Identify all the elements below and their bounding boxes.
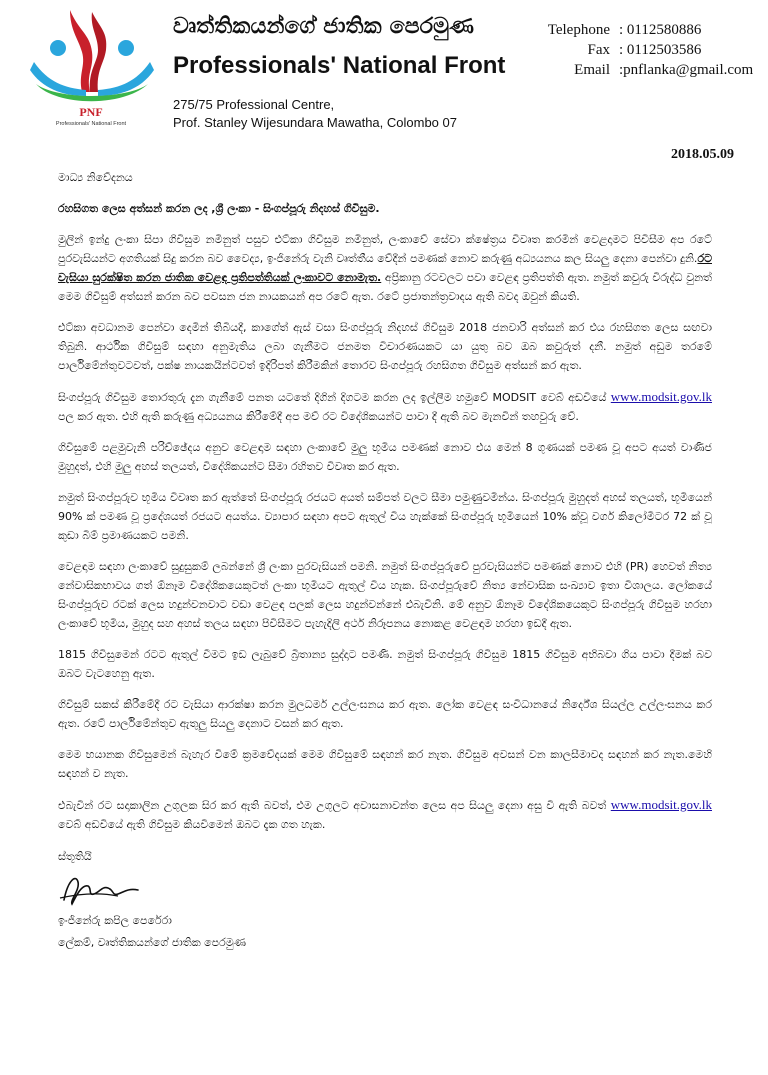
- contact-label: Telephone: [547, 22, 610, 38]
- paragraph-10-text-end: වෙබ් අඩවියේ ඇති ගිවිසුම කියවීමෙන් ඔබට දැක ගත හැක.: [58, 818, 326, 831]
- paragraph-1-emphasis: රට වැසියා සුරක්ෂිත කරන ජාතික වෙළඳ ප්‍රතිපත්තියක් ලංකාවට නොමැත.: [58, 252, 712, 284]
- paragraph-10-text: එබැවින් රට සදාකාලින උගුලක සිර කර ඇති බවත්, එම උගුලට අවාසනාවන්ත ලෙස අප සියලු දෙනා අසු වී ඇති බවත්: [58, 799, 611, 812]
- contact-block: [530, 22, 760, 82]
- paragraph-3-text-end: පල කර ඇත. එහි ඇති කරුණු අධ්‍යයනය කිරීමේදී අප මව් රට විදේශිකයන්ට පාවා දී ඇති බව මැනවින් තහවුරු වේ.: [58, 410, 579, 423]
- signer-title: ලේකම්, වෘත්තිකයන්ගේ ජාතික පෙරමුණ: [58, 936, 247, 949]
- paragraph-6: වෙළඳාම සඳහා ලංකාවේ සුදුසුකම් ලබන්නේ ශ්‍රී ලංකා පුරවැසියන් පමනි. නමුත් සිංගප්පූරුවේ පුරවැසියන්ට පමණක් නොව එහි (PR) හෙවත් නිත්‍ය නේවාසිකභාවය ගත් ඕනෑම විදේශිකයෙකුටත් ලංකා භූමියට ඇතුල් විය හැක. සිංගප්පූරුවේ නිත්‍ය නේවාසික සංඛ්‍යාව ඉතා විශාලය. ලෝකයේ සිංගප්පූරුව රටක් ලෙස හදුන්වනවාට වඩා වෙළඳ පලක් ලෙස හදුන්වන්නේ එබැවිනි. මේ අනුව ඕනෑම විදේශිකයෙකුට සිංගප්පූරු ගිවිසුම හරහා ලංකාවේ භූමිය, මුහුද සහ අහස් තලය සඳහා පිවිසීමට පැහැදිලි අර්ථ නිරූපනය නොකළ වෙළඳාම හරහා ඉඩදී ඇත.: [58, 560, 712, 630]
- contact-value: : 0112580886: [619, 22, 702, 38]
- closing-thanks: ස්තූතියි: [58, 850, 92, 863]
- logo-text: PNF: [79, 105, 103, 119]
- contact-label: Fax: [587, 42, 610, 58]
- contact-fax: [530, 42, 760, 62]
- document-type: මාධ්‍ය නිවේදනය: [58, 171, 133, 184]
- paragraph-1: [58, 230, 712, 306]
- pnf-logo-icon: [26, 4, 156, 128]
- address-line-2: Prof. Stanley Wijesundara Mawatha, Colombo 07: [173, 115, 457, 130]
- logo-caption: Professionals' National Front: [55, 121, 127, 127]
- contact-telephone: [530, 22, 760, 42]
- signer-name: ඉංජිනේරු කපිල පෙරේරා: [58, 914, 172, 927]
- contact-email: [530, 62, 760, 82]
- paragraph-4: ගිවිසුමේ පළමුවැනි පරිච්ඡේදය අනුව වෙළඳාම සඳහා ලංකාවේ මුලු භූමිය පමණක් නොව එය මෙන් 8 ගුණයක් පමණ වූ අපට අයත් වාණිජ මුහුදත්, එහි මුලු අහස් තලයත්, විදේශිකයන්ට සීමා රහිතව විවෘත කර ඇත.: [58, 441, 712, 473]
- org-name-english: Professionals' National Front: [173, 52, 506, 79]
- org-name-sinhala: වෘත්තිකයන්ගේ ජාතික පෙරමුණ: [173, 14, 475, 39]
- signature-block: [58, 846, 712, 954]
- document-date: 2018.05.09: [671, 147, 734, 162]
- subject-heading: රහසිගත ලෙස අත්සන් කරන ලද ,ශ්‍රී ලංකා - සිංගප්පූරු නිදහස් ගිවිසුම.: [58, 202, 380, 215]
- modsit-link[interactable]: www.modsit.gov.lk: [610, 389, 712, 404]
- contact-value: :pnflanka@gmail.com: [619, 62, 754, 78]
- signature-icon: [58, 870, 148, 908]
- letterhead: [0, 0, 768, 140]
- paragraph-3-text: සිංගප්පූරු ගිවිසුම තොරතුරු දැන ගැනීමේ පනත යටතේ දිගින් දිගටම කරන ලද ඉල්ලීම හමුවේ MODSIT වෙබ් අඩවියේ: [58, 391, 611, 404]
- modsit-link[interactable]: www.modsit.gov.lk: [610, 797, 712, 812]
- contact-value: : 0112503586: [619, 42, 702, 58]
- paragraph-3: [58, 387, 712, 426]
- press-release-body: [58, 168, 712, 954]
- paragraph-1-text: මුලින් ඉන්දු ලංකා සිපා ගිවිසුම නමිනුත් පසුව එට්කා ගිවිසුම නමිනුත්, ලංකාවේ සේවා ක්ෂේත්‍රය විවෘත කරමින් වෙළදාමට පිවිසීම අප රටේ පුරවැසියන්ට අගතියක් සිදු කරන බව වෛද්‍ය, ඉංජිනේරු වැනි වෘත්තීය වේදීන් පමණක් නොව කරුණු අධ්‍යයනය කල සියලු දෙනා පෙන්වා දුනි.: [58, 233, 712, 265]
- paragraph-2: එට්කා අවධානම පෙන්වා දෙමින් තිබියදී, කාගේත් ඇස් වසා සිංගප්පූරු නිදහස් ගිවිසුම 2018 ජනවාරි අත්සන් කර එය රහසිගත ලෙස සඟවා තිබුනි. ආර්ථික ගිවිසුම් සඳහා අනුමැතිය ලබා ගැනීමට ජනමත විචාරණයකට යා යුතු බව ඔබ කවුරුත් දනී. නමුත් අඩුම තරමේ පාර්ලිමේන්තුවටවත්, පක්ෂ නායකයින්ටවත් ඉදිරිපත් කිරීමකින් තොරව සිංගප්පූරු රහසිගත ගිවිසුම අත්සන් කර ඇත.: [58, 321, 712, 372]
- contact-label: Email: [574, 62, 610, 78]
- paragraph-5: නමුත් සිංගප්පූරුව භූමිය විවෘත කර ඇත්තේ සිංගප්පූරු රජයට අයත් සම්පත් වලට සීමා පමුණුවමින්ය. සිංගප්පූරු මුහුදත් අහස් තලයත්, භූමියෙන් 90% ක් පමණ වූ ප්‍රදේශයත් රජයට අයත්ය. ව්‍යාපාර සඳහා අපට ඇතුල් විය හැක්කේ සිංගප්පූරු භූමියෙන් 10% ක්වූ වර්ග කිලෝමීටර 72 ක් වූ කුඩා බිම් ප්‍රමාණයකට පමනි.: [58, 491, 712, 542]
- paragraph-10: [58, 795, 712, 834]
- paragraph-7: 1815 ගිවිසුමෙන් රටට ඇතුල් වීමට ඉඩ ලැබුවේ බ්‍රිතාන්‍ය සුද්දාට පමණි. නමුත් සිංගප්පූරු ගිවිසුම 1815 ගිවිසුම අභිබවා ගිය පාවා දීමක් බව ඔබට වැටහෙනු ඇත.: [58, 648, 712, 680]
- address-line-1: 275/75 Professional Centre,: [173, 97, 335, 112]
- paragraph-8: ගිවිසුම් සකස් කිරීමේදී රට වැසියා ආරක්ෂා කරන මුලධර්ම උල්ලංඝනය කර ඇත. ලෝක වෙළඳ සංවිධානයේ නිර්දේශ සියල්ල උල්ලංඝනය කර ඇත. රටේ පාර්ලිමේන්තුව ඇතුලු සියලු දෙනාට වසන් කර ඇත.: [58, 698, 712, 730]
- paragraph-9: මෙම භයානක ගිවිසුමෙන් බැහැර වීමේ ක්‍රමවේදයක් මෙම ගිවිසුමේ සඳහන් කර නැත. ගිවිසුම අවසන් වන කාලසීමාවද සඳහන් කර නැත.මෙහි සඳහන් ව නැත.: [58, 748, 712, 780]
- paragraph-1-text-end: අප්‍රිකානු රටවලට පවා වෙළඳ ප්‍රතිපත්ති ඇත. නමුත් කවුරු විරුද්ධ වුනත් මෙම ගිවිසුම් අත්සන් කරන බව පවසන ජන නායකයන් අප රටේ ඇත. රටේ ප්‍රජාතන්ත්‍රවාදය ඇති බවද ඔවුන් කියති.: [58, 271, 712, 303]
